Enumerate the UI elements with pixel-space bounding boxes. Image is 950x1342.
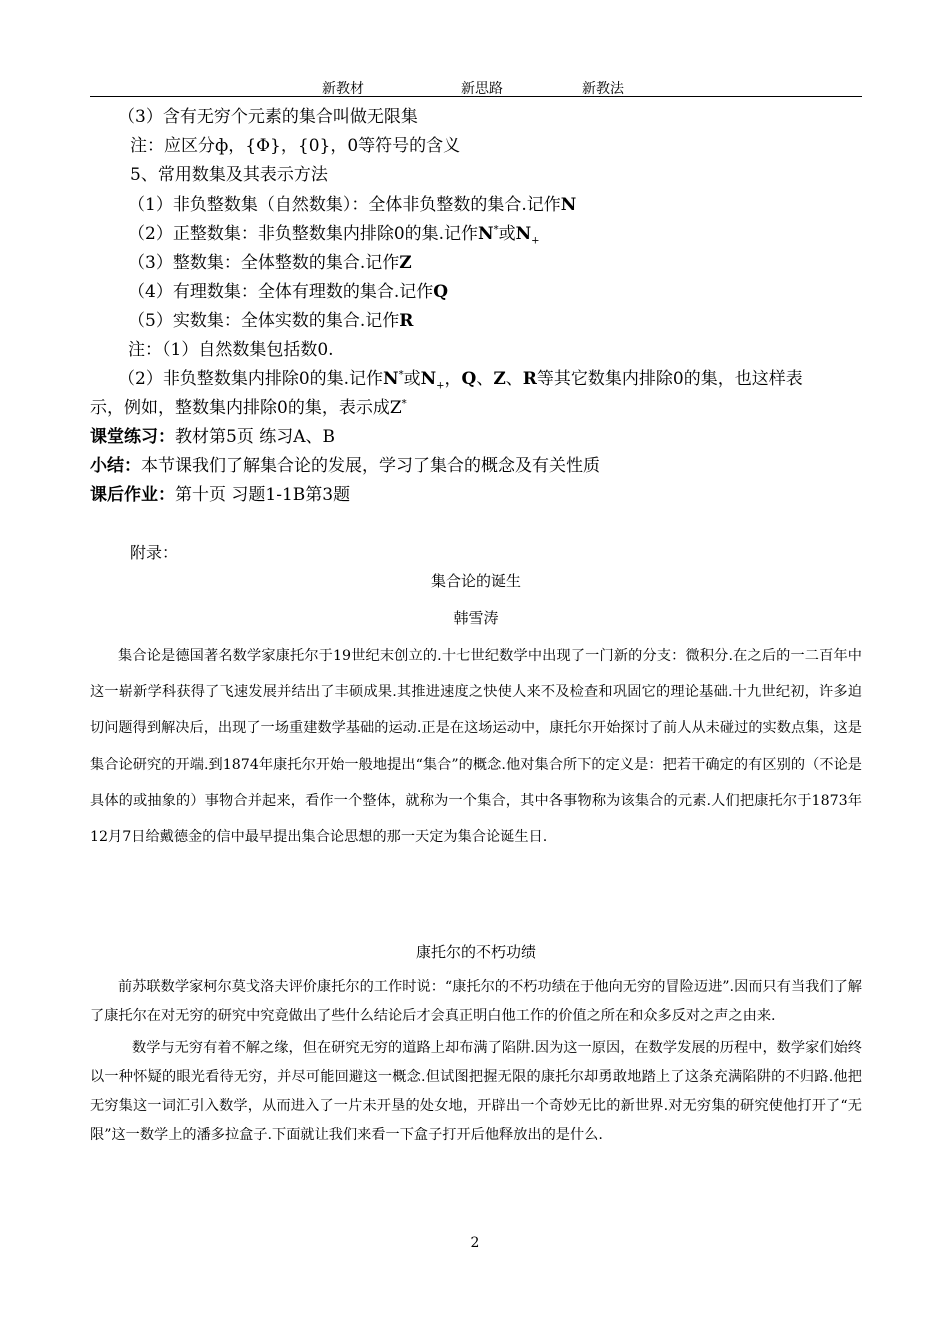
text-line (90, 427, 335, 447)
text-line (128, 253, 412, 273)
section-label: 小结： (90, 456, 141, 476)
superscript: * (401, 398, 407, 410)
section-label: 课后作业： (90, 485, 175, 505)
text-line: 注：应区分ф，{Φ}，{0}，0等符号的含义 (130, 136, 461, 156)
paragraph: 数学与无穷有着不解之缘，但在研究无穷的道路上却布满了陷阱.因为这一原因，在数学发展的历程中，数学家们始终以一种怀疑的眼光看待无穷，并尽可能回避这一概念.但试图把握无限的康托尔却勇敢地踏上了这条充满陷阱的不归路.他把无穷集这一词汇引入数学，从而进入了一片未开垦的处女地，开辟出一个奇妙无比的新世界.对无穷集的研究使他打开了“无限”这一数学上的潘多拉盒子.下面就让我们来看一下盒子打开后他释放出的是什么. (90, 1040, 862, 1143)
set-symbol: Z (493, 369, 506, 389)
text-span: 本节课我们了解集合论的发展，学习了集合的概念及有关性质 (141, 456, 600, 476)
subscript: + (531, 235, 540, 247)
set-symbol: N (420, 369, 437, 389)
text-line (128, 195, 576, 215)
text-line (90, 456, 600, 476)
paragraph: 集合论是德国著名数学家康托尔于19世纪末创立的.十七世纪数学中出现了一门新的分支：微积分.在之后的一二百年中这一崭新学科获得了飞速发展并结出了丰硕成果.其推进速度之快使人来不及检查和巩固它的理论基础.十九世纪初，许多迫切问题得到解决后，出现了一场重建数学基础的运动.正是在这场运动中，康托尔开始探讨了前人从未碰过的实数点集，这是集合论研究的开端.到1874年康托尔开始一般地提出“集合”的概念.他对集合所下的定义是：把若干确定的有区别的（不论是具体的或抽象的）事物合并起来，看作一个整体，就称为一个集合，其中各事物称为该集合的元素.人们把康托尔于1873年12月7日给戴德金的信中最早提出集合论思想的那一天定为集合论诞生日. (90, 648, 862, 846)
set-symbol: Q (461, 369, 477, 389)
text-line (128, 224, 540, 247)
header-middle: 新思路 (461, 81, 503, 97)
text-line (128, 282, 448, 302)
superscript: * (493, 224, 499, 236)
text-line: 5、常用数集及其表示方法 (130, 165, 328, 185)
set-symbol: R (399, 311, 414, 331)
subscript: + (436, 380, 445, 392)
set-symbol: N (560, 195, 577, 215)
page-number: 2 (470, 1235, 480, 1251)
text-span: （2）非负整数集内排除0的集.记作 (118, 369, 384, 389)
text-span: 、 (476, 369, 494, 389)
text-span: （2）正整数集：非负整数集内排除0的集.记作 (128, 224, 479, 244)
section-title: 康托尔的不朽功绩 (415, 943, 536, 961)
paragraph: 前苏联数学家柯尔莫戈洛夫评价康托尔的工作时说：“康托尔的不朽功绩在于他向无穷的冒险迈进”.因而只有当我们了解了康托尔在对无穷的研究中究竟做出了些什么结论后才会真正明白他工作的价值之所在和众多反对之声之由来. (90, 979, 862, 1024)
text-span: 示，例如，整数集内排除0的集，表示成Z (90, 398, 402, 418)
article-body (90, 973, 862, 1150)
section-label: 课堂练习： (90, 427, 175, 447)
text-span: 教材第5页 练习A、B (175, 427, 335, 447)
header-right: 新教法 (582, 81, 624, 97)
set-symbol: N (383, 369, 399, 389)
article-title: 集合论的诞生 (430, 572, 521, 590)
text-span: 、 (505, 369, 523, 389)
text-line: 注：（1）自然数集包括数0. (128, 340, 334, 360)
text-line (90, 485, 350, 505)
text-span: ， (444, 369, 462, 389)
text-line (128, 311, 413, 331)
set-symbol: N (478, 224, 494, 244)
text-span: 或 (403, 369, 421, 389)
superscript: * (398, 369, 404, 381)
text-span: 第十页 习题1-1B第3题 (175, 485, 351, 505)
set-symbol: R (522, 369, 537, 389)
text-line (118, 369, 803, 392)
text-span: 或 (498, 224, 516, 244)
text-span: （3）整数集：全体整数的集合.记作 (128, 253, 400, 273)
article-body (90, 638, 862, 855)
header-left: 新教材 (322, 81, 364, 97)
set-symbol: Z (399, 253, 412, 273)
appendix-label: 附录： (130, 543, 179, 562)
text-span: （5）实数集：全体实数的集合.记作 (128, 311, 400, 331)
set-symbol: Q (433, 282, 449, 302)
text-span: （4）有理数集：全体有理数的集合.记作 (128, 282, 434, 302)
page-header (90, 76, 862, 97)
text-line: （3）含有无穷个元素的集合叫做无限集 (118, 107, 418, 127)
article-author: 韩雪涛 (453, 609, 499, 627)
text-line (90, 398, 407, 418)
set-symbol: N (515, 224, 532, 244)
text-span: 等其它数集内排除0的集，也这样表 (536, 369, 803, 389)
text-span: （1）非负整数集（自然数集）：全体非负整数的集合.记作 (128, 195, 561, 215)
